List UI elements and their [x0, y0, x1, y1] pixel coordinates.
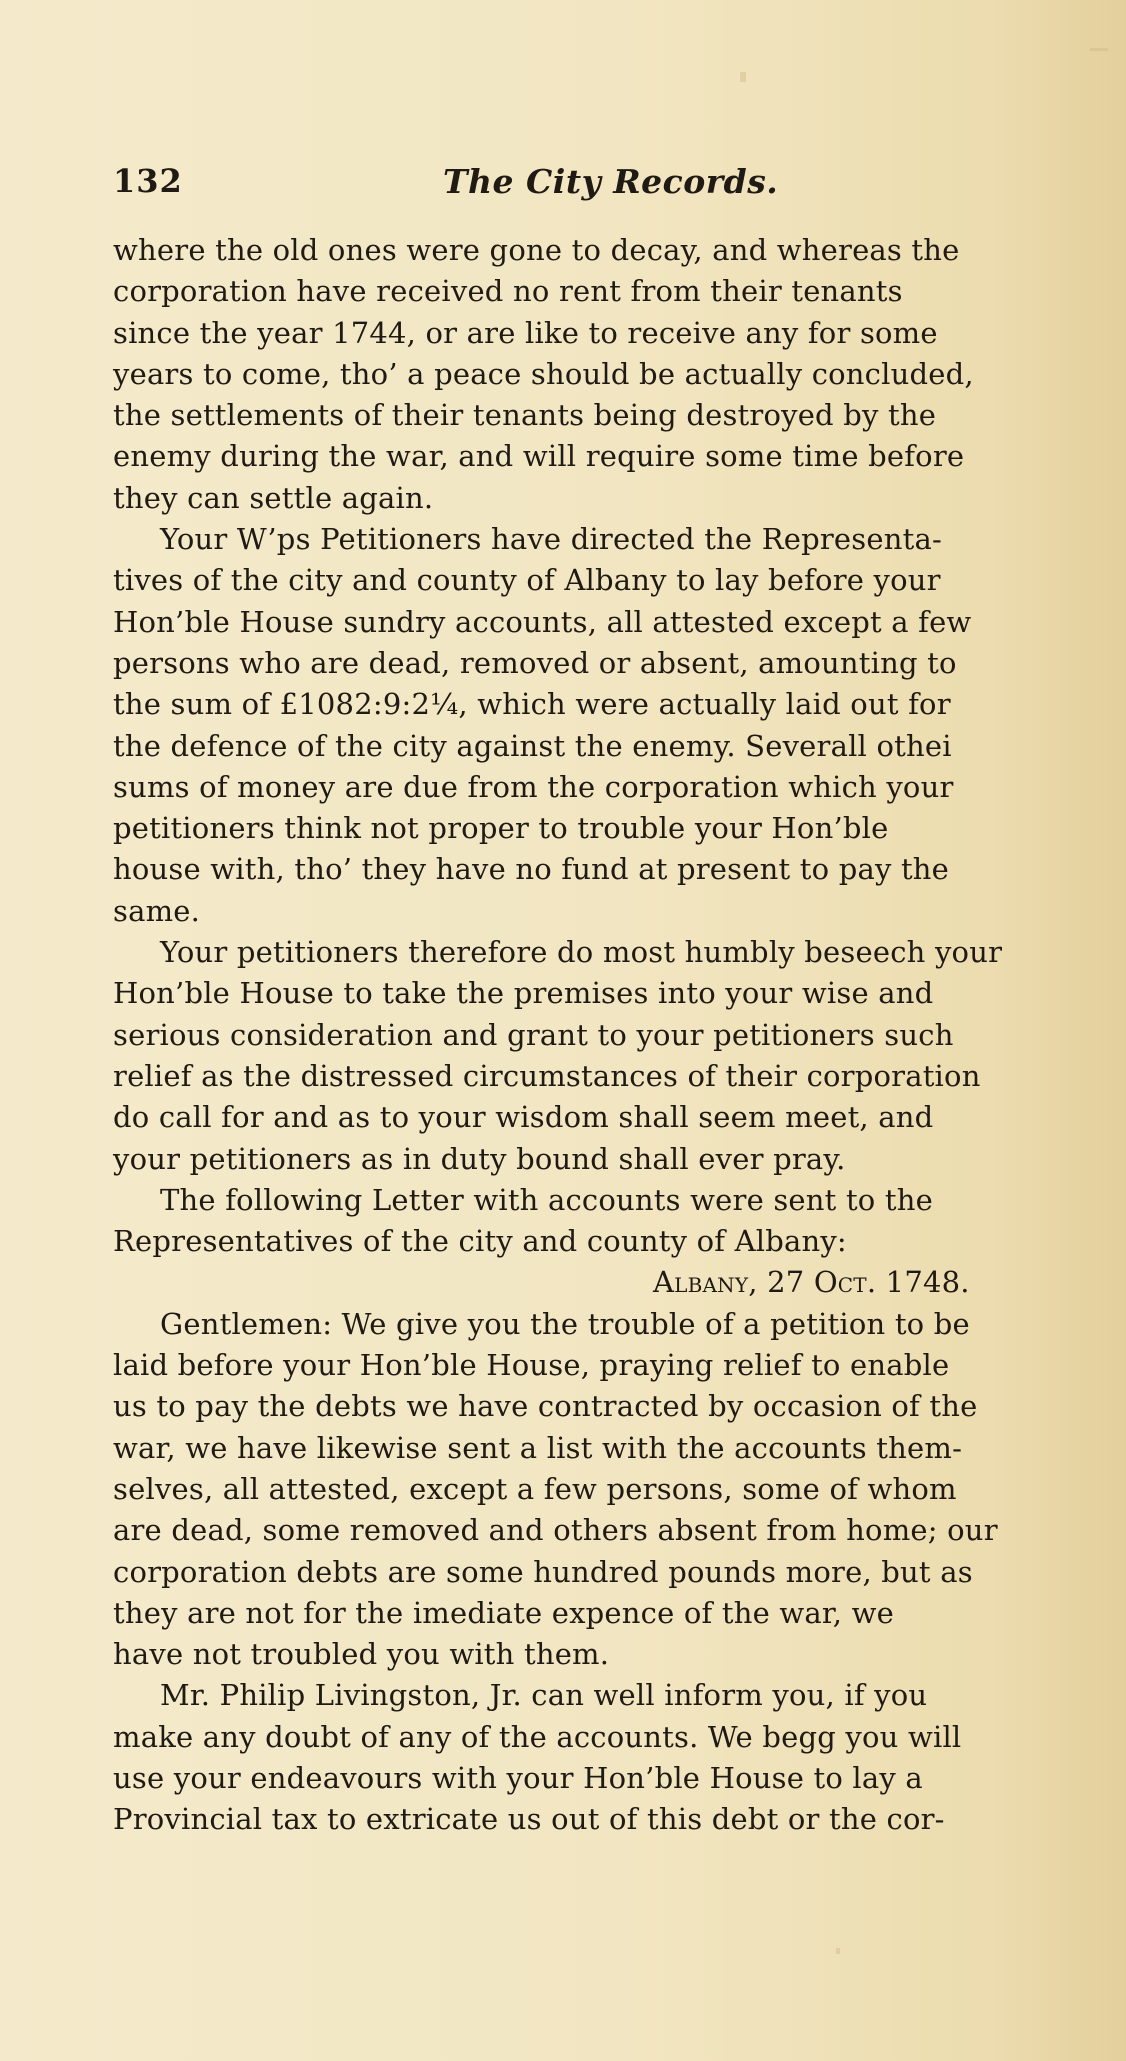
paragraph-start-line: Mr. Philip Livingston, Jr. can well inform you, if you — [160, 1678, 928, 1713]
text-line: petitioners think not proper to trouble your Hon’ble — [113, 811, 889, 846]
paper-speck — [836, 1948, 840, 1954]
text-line: make any doubt of any of the accounts. We begg you will — [113, 1719, 962, 1754]
text-line: tives of the city and county of Albany to lay before your — [113, 563, 941, 598]
text-line: the settlements of their tenants being destroyed by the — [113, 398, 937, 433]
text-line: war, we have likewise sent a list with the accounts them- — [113, 1430, 963, 1465]
text-line: do call for and as to your wisdom shall seem meet, and — [113, 1100, 934, 1135]
text-line: use your endeavours with your Hon’ble House to lay a — [113, 1760, 923, 1795]
text-line: corporation have received no rent from their tenants — [113, 274, 903, 309]
text-line: they are not for the imediate expence of the war, we — [113, 1595, 894, 1630]
text-line: corporation debts are some hundred pounds more, but as — [113, 1554, 973, 1589]
page-number: 132 — [113, 162, 183, 200]
text-line: Provincial tax to extricate us out of this debt or the cor- — [113, 1802, 945, 1837]
text-line: same. — [113, 893, 201, 928]
text-line: persons who are dead, removed or absent, amounting to — [113, 645, 957, 680]
text-line: Representatives of the city and county of Albany: — [113, 1224, 847, 1259]
text-line: have not troubled you with them. — [113, 1637, 610, 1672]
page-header — [113, 162, 1073, 212]
letter-dateline: Albany, 27 Oct. 1748. — [653, 1265, 970, 1300]
text-line: where the old ones were gone to decay, and whereas the — [113, 233, 960, 267]
text-line: serious consideration and grant to your petitioners such — [113, 1017, 954, 1052]
text-line: Hon’ble House sundry accounts, all attested except a few — [113, 604, 972, 639]
paper-speck — [740, 72, 746, 82]
body-text — [113, 230, 1083, 1841]
running-head: The City Records. — [443, 162, 779, 201]
paragraph-start-line: Your petitioners therefore do most humbly beseech your — [160, 935, 1003, 970]
text-line: they can settle again. — [113, 480, 434, 515]
text-line: selves, all attested, except a few persons, some of whom — [113, 1471, 957, 1506]
text-line: Hon’ble House to take the premises into your wise and — [113, 976, 934, 1011]
text-line: us to pay the debts we have contracted by occasion of the — [113, 1389, 978, 1424]
paragraph-start-line: Gentlemen: We give you the trouble of a petition to be — [160, 1306, 970, 1341]
paper-speck — [1090, 48, 1108, 51]
text-line: laid before your Hon’ble House, praying relief to enable — [113, 1348, 950, 1383]
paragraph-start-line: Your W’ps Petitioners have directed the Representa- — [160, 522, 942, 557]
text-line: years to come, tho’ a peace should be actually concluded, — [113, 356, 974, 391]
text-line: are dead, some removed and others absent from home; our — [113, 1513, 998, 1548]
text-line: enemy during the war, and will require some time before — [113, 439, 965, 474]
text-line: house with, tho’ they have no fund at present to pay the — [113, 852, 950, 887]
text-line: the defence of the city against the enemy. Severall othei — [113, 728, 952, 763]
text-line: relief as the distressed circumstances of their corporation — [113, 1058, 981, 1093]
text-line: the sum of £1082:9:2¼, which were actually laid out for — [113, 687, 951, 722]
text-line: since the year 1744, or are like to receive any for some — [113, 315, 938, 350]
text-line: sums of money are due from the corporation which your — [113, 769, 954, 804]
text-line: your petitioners as in duty bound shall ever pray. — [113, 1141, 846, 1176]
paragraph-start-line: The following Letter with accounts were sent to the — [160, 1182, 933, 1217]
